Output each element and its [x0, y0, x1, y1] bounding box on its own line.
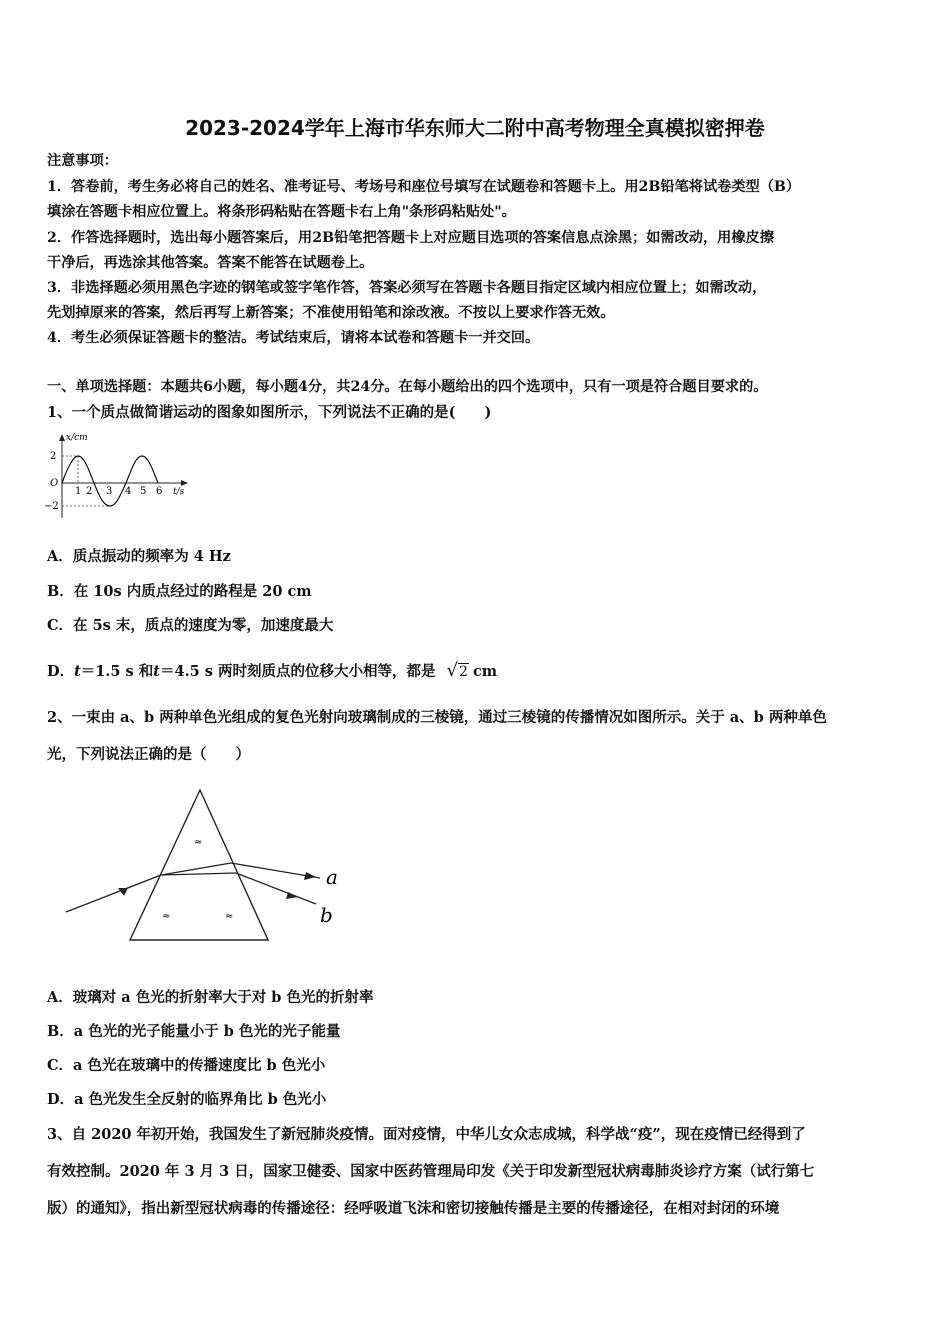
x-axis-label: t/s	[173, 487, 185, 497]
page-title: 2023-2024学年上海市华东师大二附中高考物理全真模拟密押卷	[185, 116, 765, 140]
q3-line: 版）的通知》，指出新型冠状病毒的传播途径：经呼吸道飞沫和密切接触传播是主要的传播途径，在相对封闭的环境	[47, 1200, 780, 1217]
notice-line: 2．作答选择题时，选出每小题答案后，用2B铅笔把答题卡上对应题目选项的答案信息点涂黑；如需改动，用橡皮擦	[47, 230, 774, 246]
prism	[130, 790, 268, 940]
notice-line: 4．考生必须保证答题卡的整洁。考试结束后，请将本试卷和答题卡一并交回。	[47, 330, 540, 346]
notice-line: 填涂在答题卡相应位置上。将条形码粘贴在答题卡右上角"条形码粘贴处"。	[47, 204, 516, 220]
q1-shm-graph	[40, 428, 200, 523]
x-tick-2: 2	[86, 486, 93, 497]
q2-prism-figure	[58, 785, 358, 950]
q2-option-d: D．a 色光发生全反射的临界角比 b 色光小	[47, 1091, 327, 1108]
q2-option-c: C．a 色光在玻璃中的传播速度比 b 色光小	[47, 1057, 326, 1074]
q1-option-d-t2: t	[153, 663, 160, 680]
q2-option-a: A．玻璃对 a 色光的折射率大于对 b 色光的折射率	[47, 989, 374, 1006]
x-axis-arrow	[181, 480, 188, 486]
hatch-mark: ≈	[225, 911, 234, 922]
q1-option-b: B．在 10s 内质点经过的路程是 20 cm	[47, 583, 312, 600]
y-axis-arrow	[59, 434, 65, 441]
sine-curve	[62, 456, 158, 506]
hatch-mark: ≈	[162, 911, 171, 922]
y-axis-label: x/cm	[66, 433, 88, 443]
hatch-mark: ≈	[194, 837, 203, 848]
q1-option-c: C．在 5s 末，质点的速度为零，加速度最大	[47, 617, 334, 634]
incident-ray	[66, 875, 161, 912]
q2-stem-line2: 光，下列说法正确的是（ ）	[47, 746, 250, 763]
y-tick-neg2: −2	[44, 501, 59, 512]
q1-option-d-mid1: ＝1.5 s 和	[80, 663, 154, 680]
x-tick-4: 4	[125, 486, 132, 497]
label-b: b	[320, 903, 333, 927]
q1-option-d	[47, 660, 497, 681]
q1-stem: 1、一个质点做简谐运动的图象如图所示，下列说法不正确的是( )	[47, 404, 492, 421]
x-tick-3: 3	[106, 486, 113, 497]
section-heading: 一、单项选择题：本题共6小题，每小题4分，共24分。在每小题给出的四个选项中，只有一项是符合题目要求的。	[47, 379, 768, 395]
q1-option-d-t1: t	[74, 663, 81, 680]
notice-line: 干净后，再选涂其他答案。答案不能答在试题卷上。	[47, 255, 374, 271]
notice-heading: 注意事项：	[47, 153, 118, 169]
q2-stem-line1: 2、一束由 a、b 两种单色光组成的复色光射向玻璃制成的三棱镜，通过三棱镜的传播情况如图所示。关于 a、b 两种单色	[47, 709, 827, 726]
x-tick-5: 5	[140, 486, 147, 497]
sqrt-sign: √	[446, 660, 459, 681]
q1-option-d-prefix: D．	[47, 663, 75, 680]
ray-b-out	[236, 873, 316, 904]
sqrt-radicand: 2	[459, 664, 468, 680]
label-a: a	[326, 865, 338, 889]
notice-line: 1．答卷前，考生务必将自己的姓名、准考证号、考场号和座位号填写在试题卷和答题卡上。用2B铅笔将试卷类型（B）	[47, 179, 801, 195]
notice-line: 先划掉原来的答案，然后再写上新答案；不准使用铅笔和涂改液。不按以上要求作答无效。	[47, 305, 615, 321]
x-tick-6: 6	[156, 486, 163, 497]
incident-arrow	[118, 888, 128, 896]
q1-option-d-unit: cm	[472, 663, 498, 680]
q1-option-d-mid2: ＝4.5 s 两时刻质点的位移大小相等，都是	[159, 663, 436, 680]
y-tick-2: 2	[50, 451, 57, 462]
notice-line: 3．非选择题必须用黑色字迹的钢笔或签字笔作答，答案必须写在答题卡各题目指定区域内相应位置上；如需改动，	[47, 280, 767, 296]
q3-line: 有效控制。2020 年 3 月 3 日，国家卫健委、国家中医药管理局印发《关于印发新型冠状病毒肺炎诊疗方案（试行第七	[47, 1163, 815, 1180]
q2-option-b: B．a 色光的光子能量小于 b 色光的光子能量	[47, 1023, 341, 1040]
q3-line: 3、自 2020 年初开始，我国发生了新冠肺炎疫情。面对疫情，中华儿女众志成城，科学战“疫”，现在疫情已经得到了	[47, 1126, 806, 1143]
q1-option-a: A．质点振动的频率为 4 Hz	[47, 548, 231, 565]
origin-label: O	[50, 478, 59, 489]
ray-a-arrow	[304, 872, 316, 880]
x-tick-1: 1	[75, 486, 82, 497]
ray-b-arrow	[286, 892, 298, 899]
sqrt-expression	[447, 660, 469, 681]
